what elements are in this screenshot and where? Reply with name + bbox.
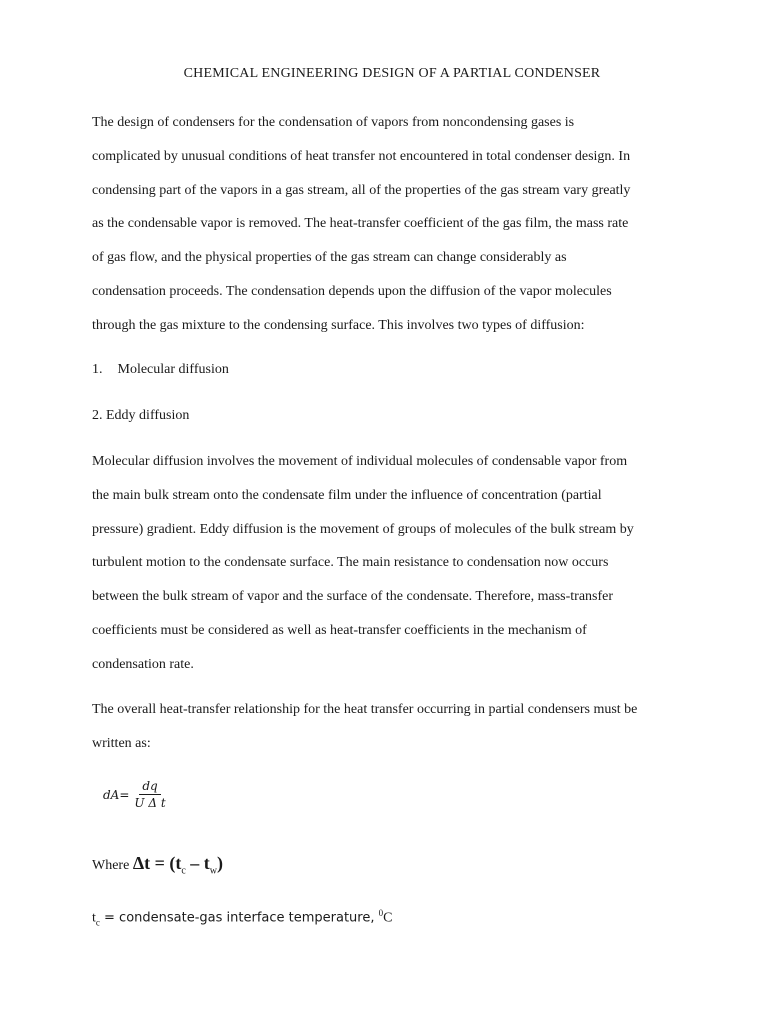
list-item-text: Molecular diffusion (117, 362, 229, 377)
subscript-c: c (181, 865, 186, 877)
def-superscript: 0 (378, 908, 384, 918)
text-line: condensation rate. (92, 656, 194, 672)
subscript-w: w (209, 865, 218, 877)
def-text: = condensate-gas interface temperature, (99, 910, 379, 926)
delta-t-symbol: Δt (132, 853, 151, 873)
text-line: between the bulk stream of vapor and the surface of the condensate. Therefore, mass-transfer (92, 589, 614, 605)
paragraph-diffusion (92, 445, 704, 682)
text-line: condensing part of the vapors in a gas stream, all of the properties of the gas stream vary greatly (92, 182, 631, 198)
paragraph-relationship (92, 693, 704, 761)
text-line: as the condensable vapor is removed. The heat-transfer coefficient of the gas film, the mass rate (92, 216, 629, 232)
text-line: coefficients must be considered as well as heat-transfer coefficients in the mechanism of (92, 622, 587, 638)
definition-tc (92, 908, 392, 927)
def-unit: C (383, 910, 393, 926)
formula-numerator: dq (139, 779, 160, 795)
def-symbol: t (92, 910, 96, 926)
expr-part: – t (185, 853, 210, 873)
text-line: through the gas mixture to the condensing surface. This involves two types of diffusion: (92, 317, 585, 333)
delta-t-expression (132, 853, 224, 877)
text-line: the main bulk stream onto the condensate film under the influence of concentration (partial (92, 487, 602, 503)
text-line: The design of condensers for the condensation of vapors from noncondensing gases is (92, 115, 575, 130)
list-item-eddy (92, 408, 189, 424)
document-title: CHEMICAL ENGINEERING DESIGN OF A PARTIAL CONDENSER (183, 66, 601, 81)
formula-equals: = (119, 787, 130, 802)
text-line: pressure) gradient. Eddy diffusion is the movement of groups of molecules of the bulk stream by (92, 521, 634, 537)
area-formula (103, 779, 169, 810)
list-marker: 2. (92, 408, 103, 423)
list-marker: 1. (92, 362, 103, 377)
text-line: written as: (92, 735, 151, 751)
text-line: condensation proceeds. The condensation depends upon the diffusion of the vapor molecules (92, 283, 612, 299)
def-subscript: c (95, 917, 100, 928)
list-item-molecular (92, 362, 229, 378)
expr-part: ) (217, 853, 224, 873)
paragraph-intro (92, 106, 704, 343)
text-line: turbulent motion to the condensate surface. The main resistance to condensation now occurs (92, 555, 609, 571)
formula-lhs: dA (103, 787, 120, 802)
text-line: complicated by unusual conditions of heat transfer not encountered in total condenser design. In (92, 148, 631, 164)
text-line: Molecular diffusion involves the movement of individual molecules of condensable vapor from (92, 454, 628, 469)
formula-denominator: U Δ t (134, 796, 166, 810)
where-clause (92, 853, 223, 877)
formula-fraction (131, 779, 168, 810)
where-label: Where (92, 858, 130, 873)
list-item-text: Eddy diffusion (106, 408, 190, 423)
text-line: of gas flow, and the physical properties of the gas stream can change considerably as (92, 250, 567, 266)
text-line: The overall heat-transfer relationship for the heat transfer occurring in partial condensers must be (92, 702, 638, 717)
expr-part: = (t (150, 853, 182, 873)
